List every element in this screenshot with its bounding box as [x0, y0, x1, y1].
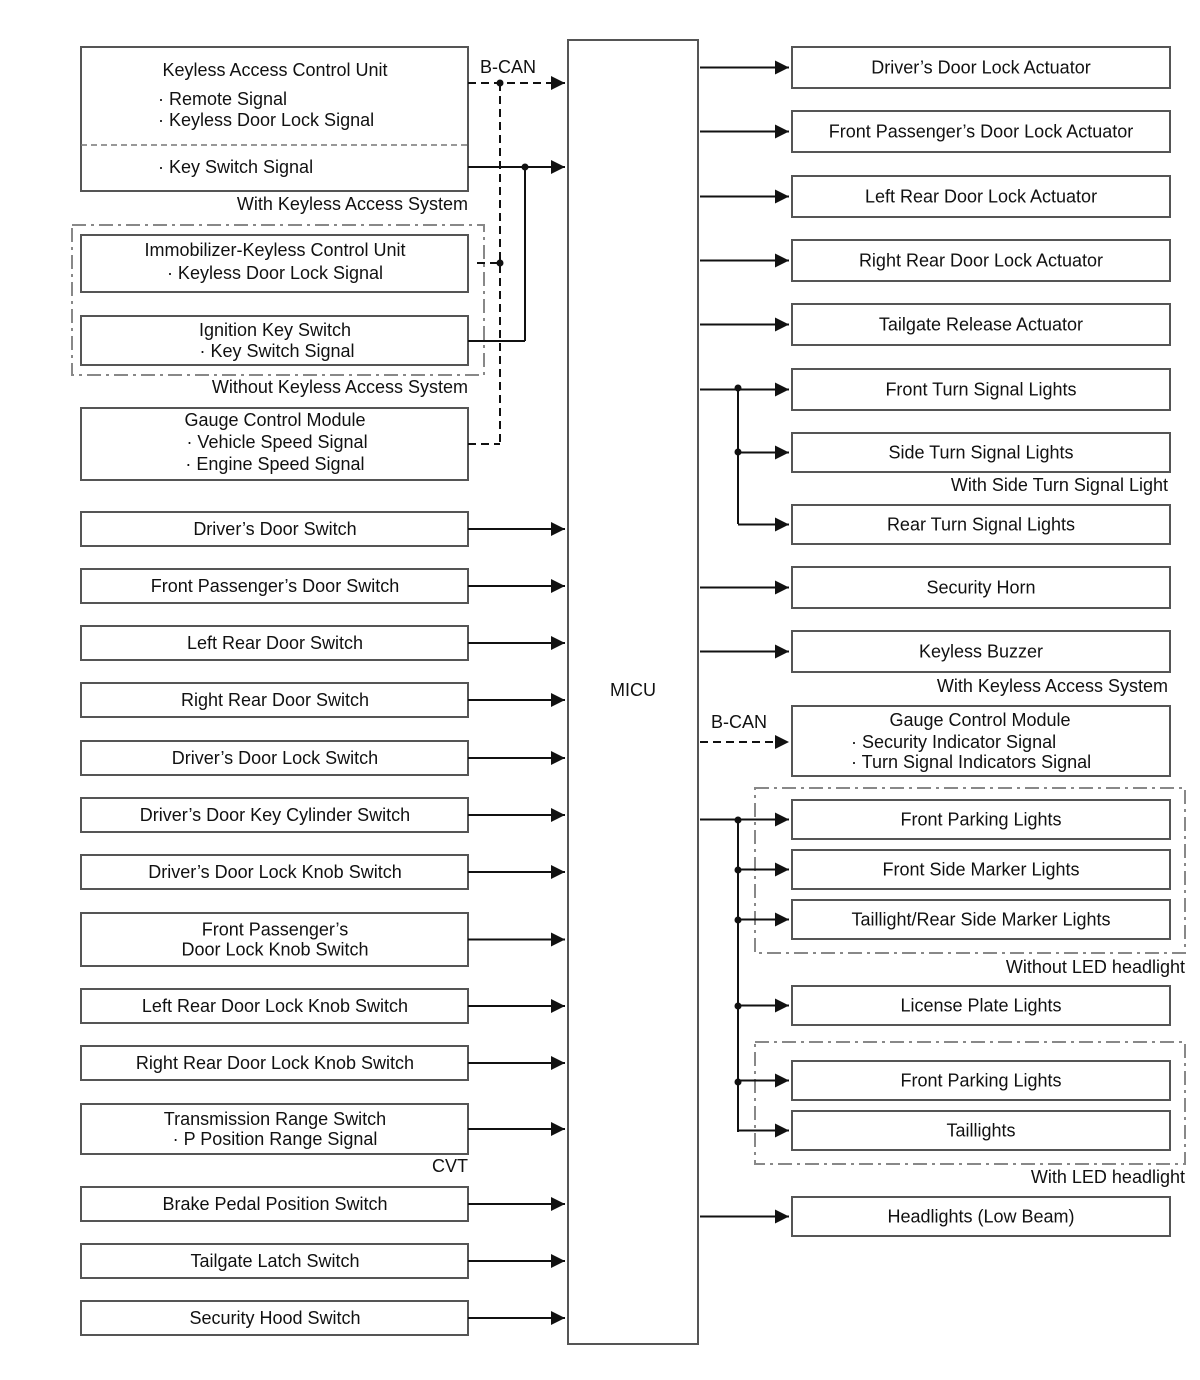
input-label: Brake Pedal Position Switch [162, 1194, 388, 1214]
input-label: Right Rear Door Lock Knob Switch [135, 1053, 415, 1073]
input-label: Front Passenger’s [201, 919, 349, 940]
key-switch-signal-label: · Key Switch Signal [158, 157, 314, 177]
output-label: Tailgate Release Actuator [878, 314, 1084, 335]
cvt-note: CVT [432, 1156, 468, 1176]
output-front-passenger-s-door-lock-actuator [700, 111, 1170, 152]
keyless-buzzer-note: With Keyless Access System [936, 676, 1168, 696]
input-brake-pedal-position-switch [81, 1187, 565, 1221]
security-indicator-signal: · Security Indicator Signal [851, 732, 1057, 752]
output-taillights [738, 1111, 1170, 1150]
input-label: Door Lock Knob Switch [181, 939, 369, 960]
input-label: Front Passenger’s Door Switch [150, 576, 400, 596]
output-label: Right Rear Door Lock Actuator [858, 250, 1104, 271]
input-label: Driver’s Door Lock Knob Switch [148, 862, 402, 882]
gauge-out-title: Gauge Control Module [889, 710, 1071, 730]
input-label: Security Hood Switch [189, 1308, 361, 1328]
vehicle-speed-signal: · Vehicle Speed Signal [186, 432, 368, 452]
output-front-side-marker-lights [738, 850, 1170, 889]
input-label: Left Rear Door Switch [186, 633, 364, 653]
input-label: Driver’s Door Switch [193, 519, 357, 539]
output-taillight-rear-side-marker-lights [738, 900, 1170, 939]
keyless-lock-signal-label: · Keyless Door Lock Signal [158, 110, 375, 130]
output-left-rear-door-lock-actuator [700, 176, 1170, 217]
input-label: Tailgate Latch Switch [190, 1251, 360, 1271]
output-front-parking-lights [738, 1061, 1170, 1100]
gauge-control-module-output [700, 706, 1170, 776]
turn-signal-bus [735, 385, 742, 525]
ignition-signal: · Key Switch Signal [199, 341, 355, 361]
output-label: Front Side Marker Lights [882, 859, 1080, 880]
output-label: Security Horn [926, 577, 1036, 598]
input-label: Transmission Range Switch [163, 1109, 387, 1129]
input-left-rear-door-switch [81, 626, 565, 660]
input-front-passenger-s-door-switch [81, 569, 565, 603]
output-label: Front Parking Lights [900, 1070, 1062, 1091]
with-keyless-note: With Keyless Access System [236, 194, 468, 214]
input-tailgate-latch-switch [81, 1244, 565, 1278]
output-security-horn [700, 567, 1170, 608]
input-left-rear-door-lock-knob-switch [81, 989, 565, 1023]
remote-signal-label: · Remote Signal [158, 89, 288, 109]
output-label: Side Turn Signal Lights [888, 442, 1074, 463]
without-keyless-note: Without Keyless Access System [211, 377, 468, 397]
output-rear-turn-signal-lights [738, 505, 1170, 544]
input-driver-s-door-switch [81, 512, 565, 546]
output-tailgate-release-actuator [700, 304, 1170, 345]
gauge-in-title: Gauge Control Module [184, 410, 366, 430]
output-label: Taillight/Rear Side Marker Lights [851, 909, 1111, 930]
bcan-label-input: B-CAN [479, 57, 537, 77]
input-transmission-range-switch-p-position-range-signal [81, 1104, 565, 1154]
output-front-parking-lights [700, 800, 1170, 839]
output-label: Front Turn Signal Lights [885, 379, 1077, 400]
output-headlights-low-beam [700, 1197, 1170, 1236]
output-label: Front Passenger’s Door Lock Actuator [828, 121, 1134, 142]
input-driver-s-door-key-cylinder-switch [81, 798, 565, 832]
ignition-key-switch [81, 316, 468, 365]
output-label: Rear Turn Signal Lights [886, 514, 1076, 535]
gauge-control-module-input [81, 408, 468, 480]
keyless-unit-title: Keyless Access Control Unit [162, 60, 388, 80]
parking-light-bus [735, 817, 742, 1133]
keyless-access-control-unit [81, 47, 468, 191]
output-label: License Plate Lights [900, 995, 1062, 1016]
input-right-rear-door-switch [81, 683, 565, 717]
input-label: Right Rear Door Switch [180, 690, 370, 710]
input-label: Driver’s Door Lock Switch [171, 748, 379, 768]
input-front-passenger-s-door-lock-knob-switch [81, 913, 565, 966]
output-license-plate-lights [738, 986, 1170, 1025]
output-label: Headlights (Low Beam) [887, 1206, 1075, 1227]
ignition-title: Ignition Key Switch [198, 320, 352, 340]
turn-indicators-signal: · Turn Signal Indicators Signal [851, 752, 1092, 772]
output-label: Keyless Buzzer [918, 641, 1044, 662]
side-turn-note: With Side Turn Signal Light [950, 475, 1168, 495]
output-side-turn-signal-lights [738, 433, 1170, 472]
engine-speed-signal: · Engine Speed Signal [185, 454, 365, 474]
output-label: Left Rear Door Lock Actuator [864, 186, 1098, 207]
immobilizer-signal: · Keyless Door Lock Signal [166, 263, 384, 283]
output-label: Taillights [946, 1120, 1016, 1141]
input-driver-s-door-lock-knob-switch [81, 855, 565, 889]
top-left-wiring [468, 57, 565, 444]
input-driver-s-door-lock-switch [81, 741, 565, 775]
micu-label: MICU [610, 680, 656, 700]
with-led-note: With LED headlight [1030, 1167, 1185, 1187]
input-security-hood-switch [81, 1301, 565, 1335]
immobilizer-keyless-control-unit [81, 235, 468, 292]
output-right-rear-door-lock-actuator [700, 240, 1170, 281]
without-led-note: Without LED headlight [1005, 957, 1185, 977]
bcan-label-output: B-CAN [710, 712, 768, 732]
input-right-rear-door-lock-knob-switch [81, 1046, 565, 1080]
input-label: Driver’s Door Key Cylinder Switch [139, 805, 411, 825]
output-front-turn-signal-lights [700, 369, 1170, 410]
immobilizer-title: Immobilizer-Keyless Control Unit [144, 240, 406, 260]
output-label: Front Parking Lights [900, 809, 1062, 830]
input-switches [81, 512, 565, 1335]
output-devices [700, 47, 1170, 1236]
output-driver-s-door-lock-actuator [700, 47, 1170, 88]
input-label: · P Position Range Signal [172, 1129, 378, 1149]
input-label: Left Rear Door Lock Knob Switch [141, 996, 409, 1016]
output-keyless-buzzer [700, 631, 1170, 672]
output-label: Driver’s Door Lock Actuator [871, 57, 1091, 78]
